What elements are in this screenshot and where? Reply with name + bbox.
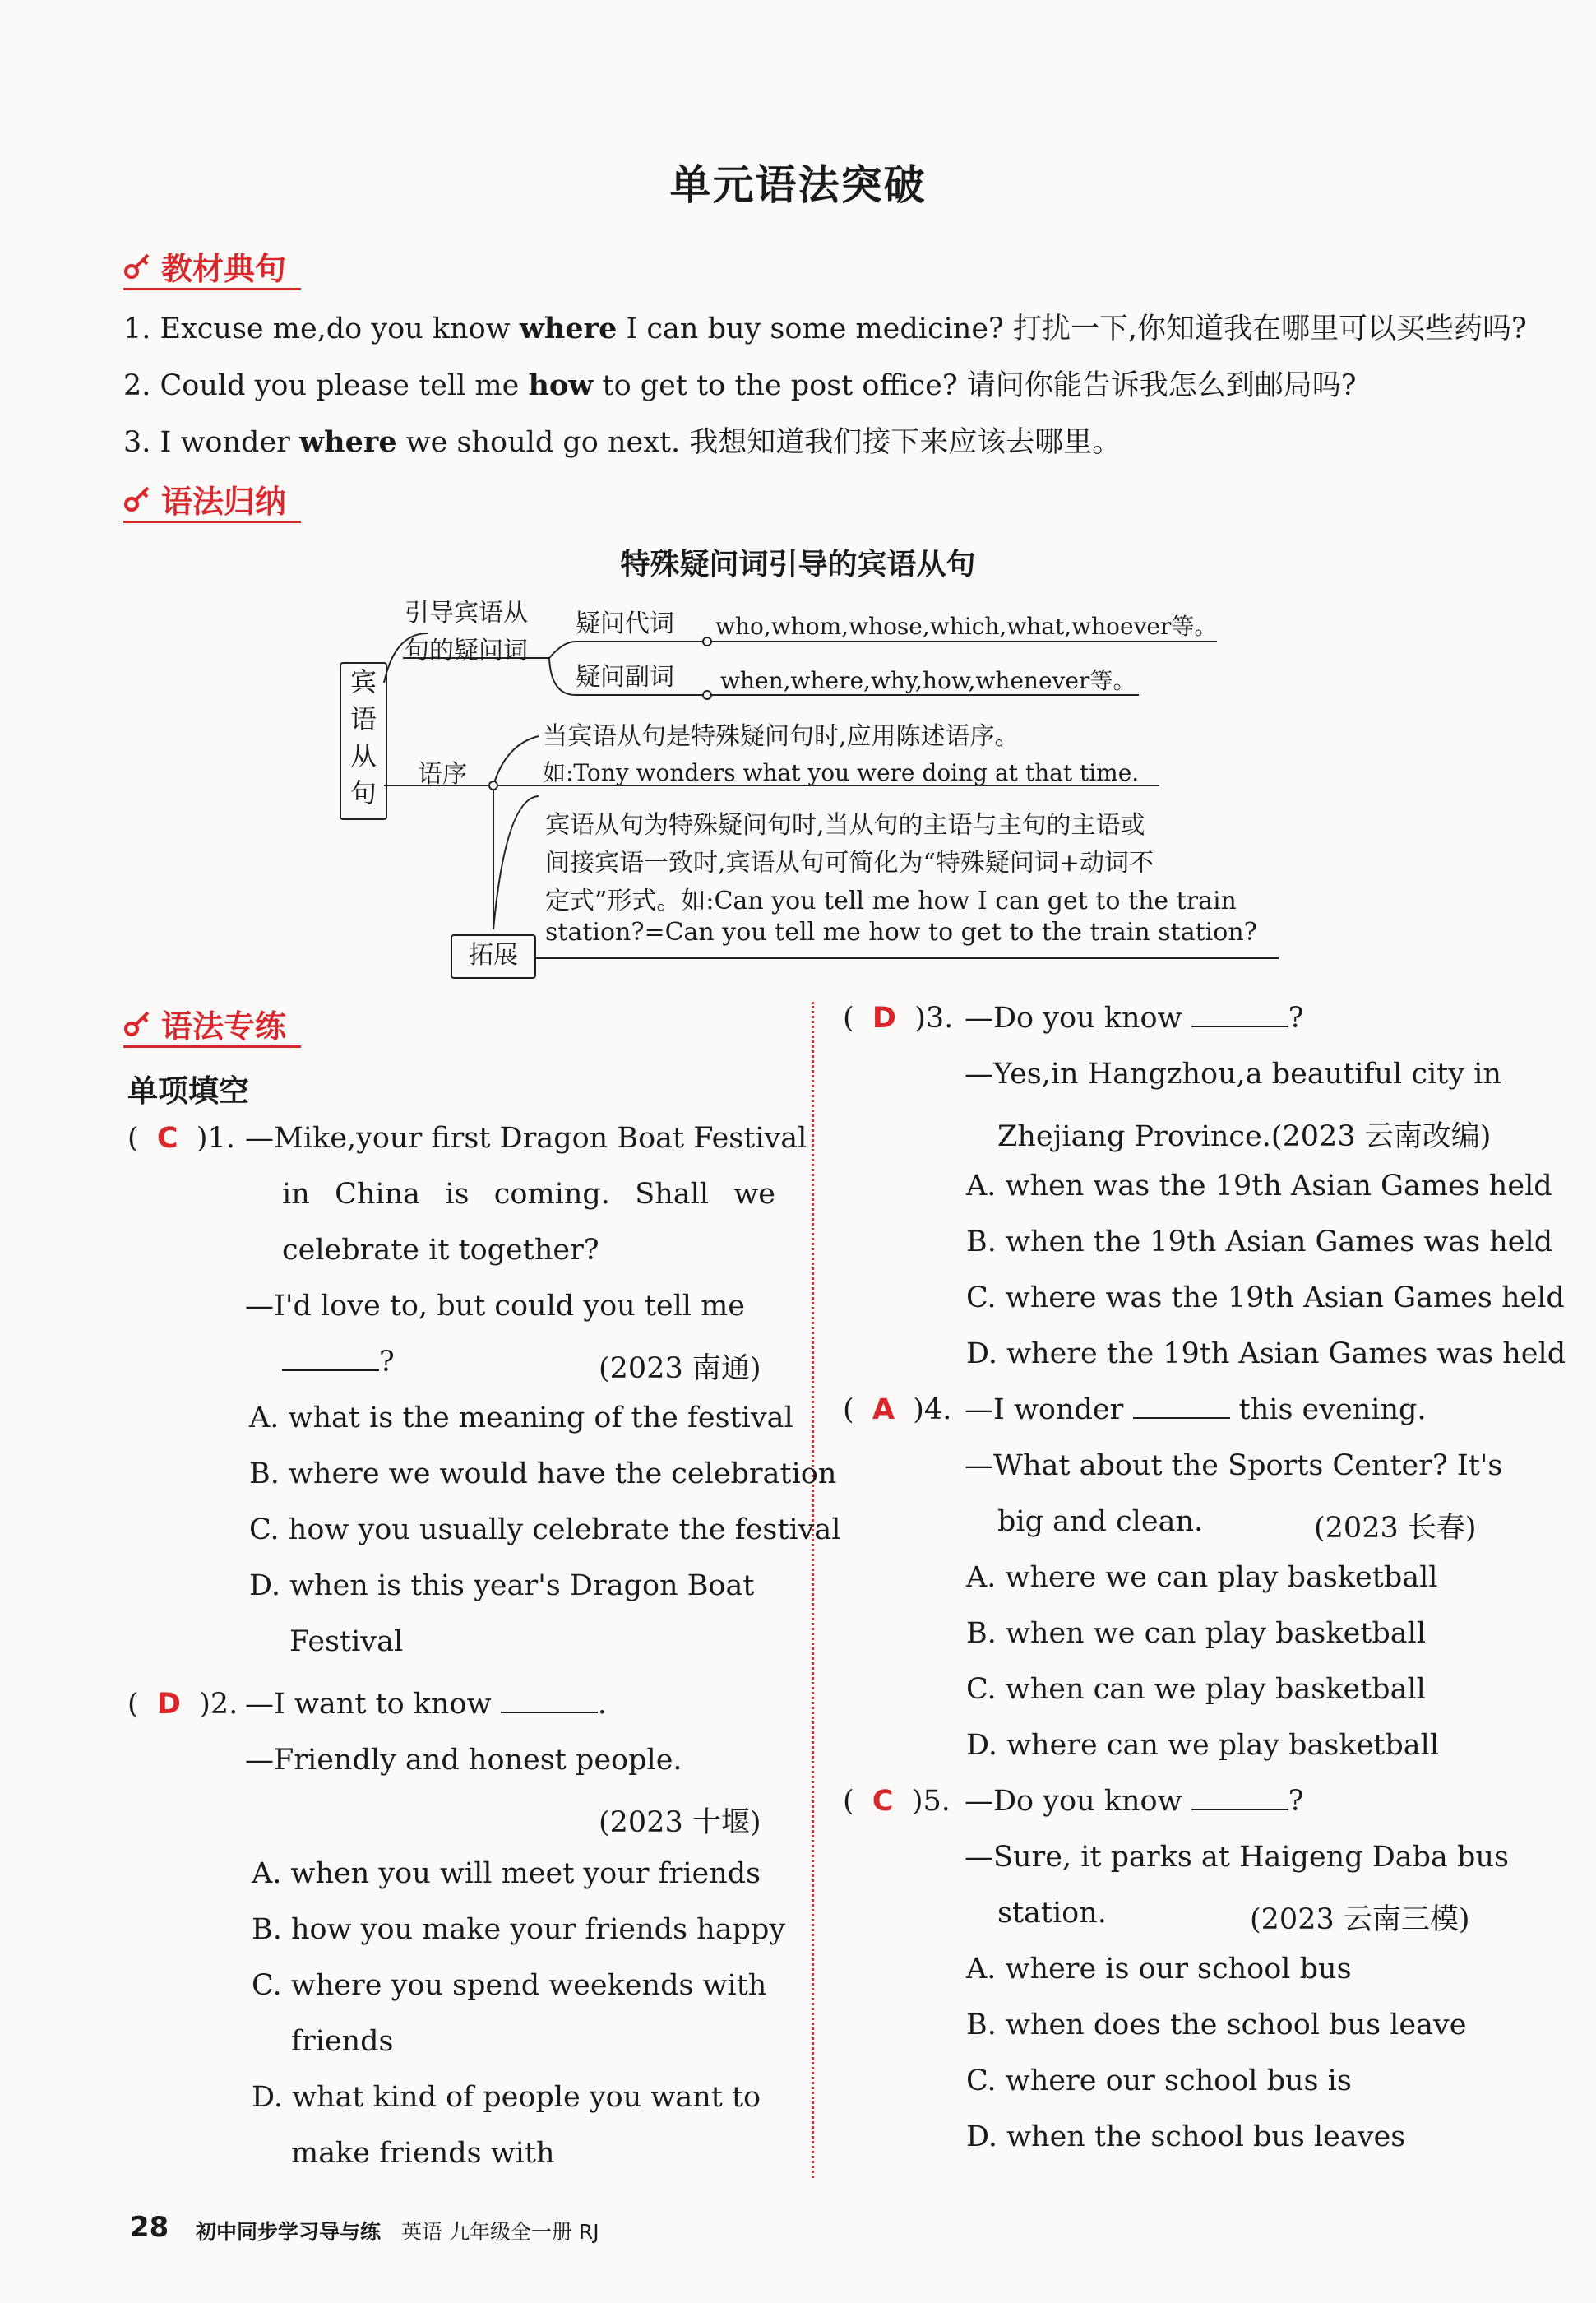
mindmap-title: 特殊疑问词引导的宾语从句: [620, 548, 976, 582]
q5-option-a[interactable]: A. where is our school bus: [966, 1953, 1352, 1986]
answer-q3: D: [872, 1002, 896, 1035]
q4-blank[interactable]: [1133, 1396, 1230, 1419]
footer-subject: 英语 九年级全一册 RJ: [401, 2220, 599, 2244]
section-practice-title: 语法专练: [161, 1008, 287, 1045]
q5-option-c[interactable]: C. where our school bus is: [966, 2064, 1352, 2097]
q2-source: (2023 十堰): [599, 1806, 761, 1839]
q4-option-a[interactable]: A. where we can play basketball: [966, 1561, 1438, 1594]
q4-option-c[interactable]: C. when can we play basketball: [966, 1673, 1426, 1706]
q4-prompt: —I wonder this evening.: [965, 1393, 1427, 1426]
answer-q5: C: [872, 1785, 894, 1818]
footer-book-title: 初中同步学习导与练: [196, 2220, 382, 2244]
q1-blank[interactable]: [282, 1348, 379, 1371]
mindmap-order-rule: 当宾语从句是特殊疑问句时,应用陈述语序。: [543, 722, 1020, 751]
q5-option-d[interactable]: D. when the school bus leaves: [966, 2120, 1406, 2153]
section-summary-title: 语法归纳: [161, 483, 287, 520]
mindmap-order-label: 语序: [418, 760, 467, 789]
q1-option-c[interactable]: C. how you usually celebrate the festival: [249, 1513, 841, 1546]
section-practice-header: [123, 1002, 286, 1045]
mindmap-ext-line-2: 间接宾语一致时,宾语从句可简化为“特殊疑问词+动词不: [545, 849, 1154, 878]
q2-option-c-cont: friends: [291, 2025, 394, 2058]
mindmap-pronoun-list: who,whom,whose,which,what,whoever等。: [715, 613, 1218, 640]
mindmap-pronoun-label: 疑问代词: [576, 609, 674, 638]
exercise-heading: 单项填空: [127, 1073, 249, 1109]
q1-line-1: —Mike,your first Dragon Boat Festival: [245, 1122, 807, 1155]
q1-blank-line: ?: [282, 1346, 395, 1379]
mindmap-adverb-label: 疑问副词: [576, 663, 674, 692]
q4-reply-1: —What about the Sports Center? It's: [965, 1449, 1503, 1482]
page-title: 单元语法突破: [669, 161, 927, 209]
key-icon: [123, 1008, 153, 1038]
q1-option-a[interactable]: A. what is the meaning of the festival: [249, 1402, 793, 1434]
q5-reply-1: —Sure, it parks at Haigeng Daba bus: [965, 1841, 1509, 1874]
q3-option-b[interactable]: B. when the 19th Asian Games was held: [966, 1226, 1553, 1258]
q1-option-b[interactable]: B. where we would have the celebration: [249, 1457, 837, 1490]
q2-option-d-cont: make friends with: [291, 2137, 555, 2170]
q3-blank[interactable]: [1191, 1004, 1288, 1027]
q1-option-d-cont: Festival: [289, 1625, 404, 1658]
q3-reply-1: —Yes,in Hangzhou,a beautiful city in: [965, 1058, 1501, 1091]
q5-reply-2: station.: [997, 1897, 1107, 1930]
q2-reply: —Friendly and honest people.: [245, 1744, 682, 1777]
column-divider: [812, 1002, 814, 2178]
q2-option-c[interactable]: C. where you spend weekends with: [252, 1969, 767, 2002]
mindmap-intro-label-2: 句的疑问词: [405, 637, 528, 665]
q4-option-d[interactable]: D. where can we play basketball: [966, 1729, 1440, 1762]
answer-q2: D: [156, 1688, 181, 1721]
q3-option-d[interactable]: D. where the 19th Asian Games was held: [966, 1337, 1566, 1370]
q3-option-c[interactable]: C. where was the 19th Asian Games held: [966, 1281, 1565, 1314]
textbook-sentence-3: 3. I wonder where we should go next. 我想知道我们接下来应该去哪里。: [123, 425, 1122, 459]
q4-reply-2: big and clean.: [997, 1505, 1204, 1538]
answer-q4: A: [872, 1393, 895, 1426]
mindmap-adverb-list: when,where,why,how,whenever等。: [720, 667, 1136, 694]
mindmap-ext-line-1: 宾语从句为特殊疑问句时,当从句的主语与主句的主语或: [545, 811, 1145, 840]
q5-option-b[interactable]: B. when does the school bus leave: [966, 2009, 1467, 2041]
mindmap-intro-label-1: 引导宾语从: [405, 599, 528, 628]
q5-blank[interactable]: [1191, 1787, 1288, 1810]
q5-prompt: —Do you know ?: [965, 1785, 1304, 1818]
mindmap-ext-label: 拓展: [451, 934, 536, 979]
answer-q1: C: [156, 1122, 178, 1155]
textbook-sentence-1: 1. Excuse me,do you know where I can buy some medicine? 打扰一下,你知道我在哪里可以买些药吗?: [123, 312, 1527, 345]
mindmap-order-example: 如:Tony wonders what you were doing at that time.: [543, 759, 1140, 786]
textbook-sentence-2: 2. Could you please tell me how to get to the post office? 请问你能告诉我怎么到邮局吗?: [123, 368, 1357, 402]
q1-line-4: —I'd love to, but could you tell me: [245, 1290, 746, 1323]
mindmap-root: 宾 语 从 句: [340, 662, 387, 820]
q3-prompt: —Do you know ?: [965, 1002, 1304, 1035]
q3-option-a[interactable]: A. when was the 19th Asian Games held: [966, 1170, 1552, 1202]
q4-source: (2023 长春): [1314, 1512, 1477, 1545]
q4-option-b[interactable]: B. when we can play basketball: [966, 1617, 1427, 1650]
q2-blank[interactable]: [501, 1690, 598, 1713]
q2-option-b[interactable]: B. how you make your friends happy: [252, 1913, 786, 1946]
mindmap-ext-line-4: station?=Can you tell me how to get to the train station?: [545, 918, 1257, 947]
q1-source: (2023 南通): [599, 1352, 761, 1385]
section-textbook-title: 教材典句: [161, 250, 287, 287]
q5-source: (2023 云南三模): [1250, 1903, 1470, 1936]
q2-option-d[interactable]: D. what kind of people you want to: [252, 2081, 761, 2114]
q2-prompt: —I want to know .: [245, 1688, 607, 1721]
q2-option-a[interactable]: A. when you will meet your friends: [252, 1857, 761, 1890]
mindmap-ext-line-3: 定式”形式。如:Can you tell me how I can get to the train: [545, 887, 1237, 915]
q1-line-2: in China is coming. Shall we: [282, 1178, 775, 1211]
q1-option-d[interactable]: D. when is this year's Dragon Boat: [249, 1569, 755, 1602]
q1-line-3: celebrate it together?: [282, 1234, 599, 1267]
page-number: 28: [130, 2211, 169, 2244]
q3-reply-2: Zhejiang Province.(2023 云南改编): [997, 1120, 1492, 1153]
